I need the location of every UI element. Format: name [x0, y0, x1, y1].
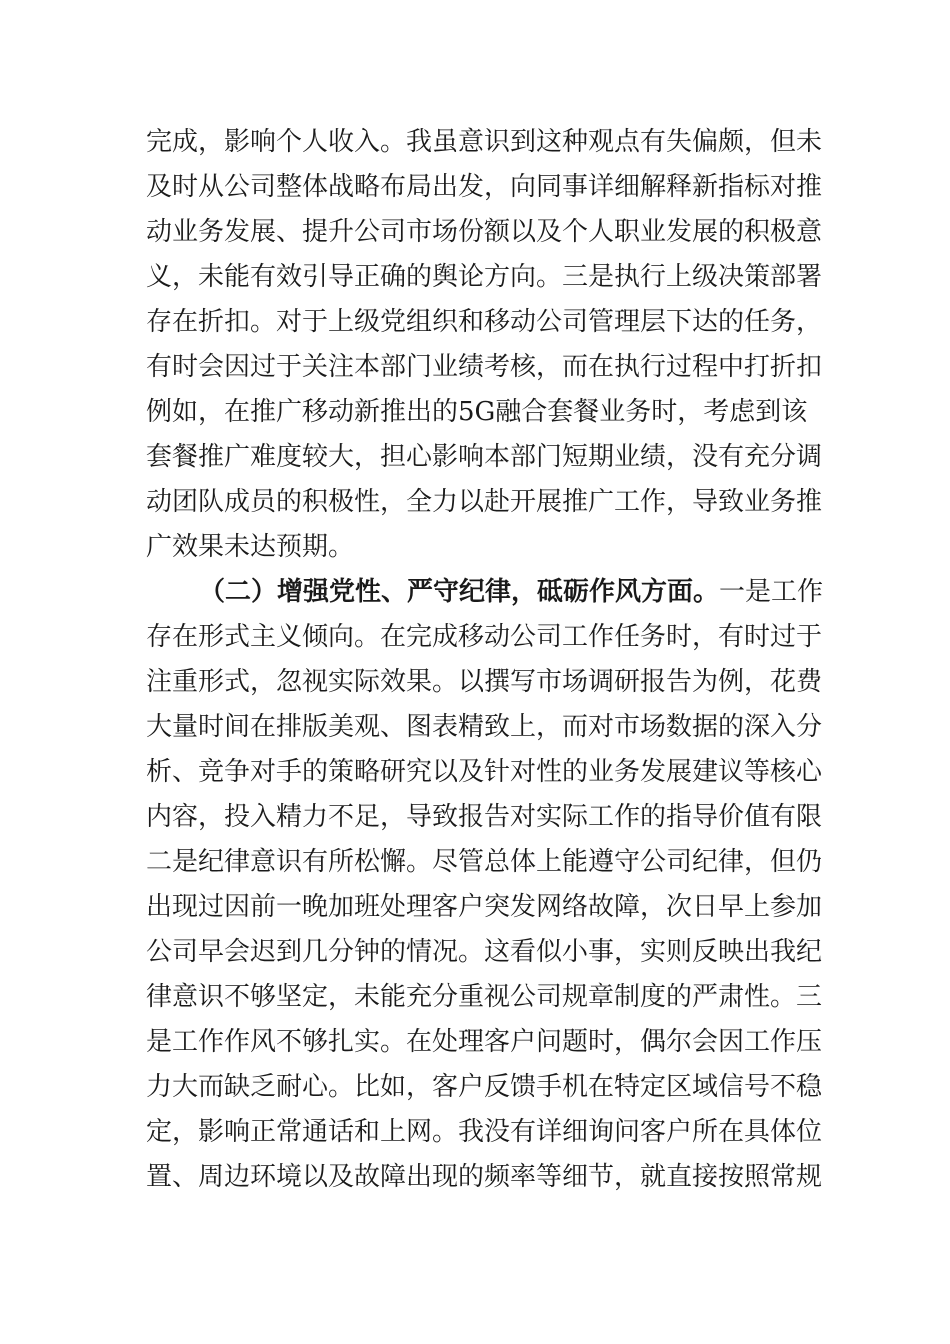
section-heading-line: [199, 572, 824, 612]
text-line: 二是纪律意识有所松懈。尽管总体上能遵守公司纪律，但仍: [146, 847, 823, 877]
text-line: 注重形式，忽视实际效果。以撰写市场调研报告为例，花费: [146, 667, 823, 697]
text-line: 义，未能有效引导正确的舆论方向。三是执行上级决策部署: [146, 262, 823, 292]
text-line: 力大而缺乏耐心。比如，客户反馈手机在特定区域信号不稳: [146, 1072, 823, 1102]
text-line: 定，影响正常通话和上网。我没有详细询问客户所在具体位: [146, 1117, 823, 1147]
heading-line-rest: 一是工作: [719, 577, 824, 607]
text-line: 有时会因过于关注本部门业绩考核，而在执行过程中打折扣: [146, 352, 823, 382]
text-line: 析、竞争对手的策略研究以及针对性的业务发展建议等核心: [146, 757, 823, 787]
text-line: 套餐推广难度较大，担心影响本部门短期业绩，没有充分调: [146, 442, 823, 472]
text-line: 动团队成员的积极性，全力以赴开展推广工作，导致业务推: [146, 487, 823, 517]
text-line: 是工作作风不够扎实。在处理客户问题时，偶尔会因工作压: [146, 1027, 823, 1057]
text-line: 存在形式主义倾向。在完成移动公司工作任务时，有时过于: [146, 622, 823, 652]
text-line: 公司早会迟到几分钟的情况。这看似小事，实则反映出我纪: [146, 937, 823, 967]
text-line: 及时从公司整体战略布局出发，向同事详细解释新指标对推: [146, 172, 823, 202]
text-line: 出现过因前一晚加班处理客户突发网络故障，次日早上参加: [146, 892, 823, 922]
text-line: 内容，投入精力不足，导致报告对实际工作的指导价值有限: [146, 802, 823, 832]
text-line: 完成，影响个人收入。我虽意识到这种观点有失偏颇，但未: [146, 127, 823, 157]
text-line: 动业务发展、提升公司市场份额以及个人职业发展的积极意: [146, 217, 823, 247]
text-line: 律意识不够坚定，未能充分重视公司规章制度的严肃性。三: [146, 982, 823, 1012]
text-line: 大量时间在排版美观、图表精致上，而对市场数据的深入分: [146, 712, 823, 742]
section-heading: （二）增强党性、严守纪律，砥砺作风方面。: [199, 577, 720, 607]
text-line: 置、周边环境以及故障出现的频率等细节，就直接按照常规: [146, 1162, 823, 1192]
text-line: 广效果未达预期。: [146, 532, 355, 562]
text-line: 存在折扣。对于上级党组织和移动公司管理层下达的任务，: [146, 307, 823, 337]
text-line: 例如，在推广移动新推出的5G融合套餐业务时，考虑到该: [146, 397, 808, 427]
